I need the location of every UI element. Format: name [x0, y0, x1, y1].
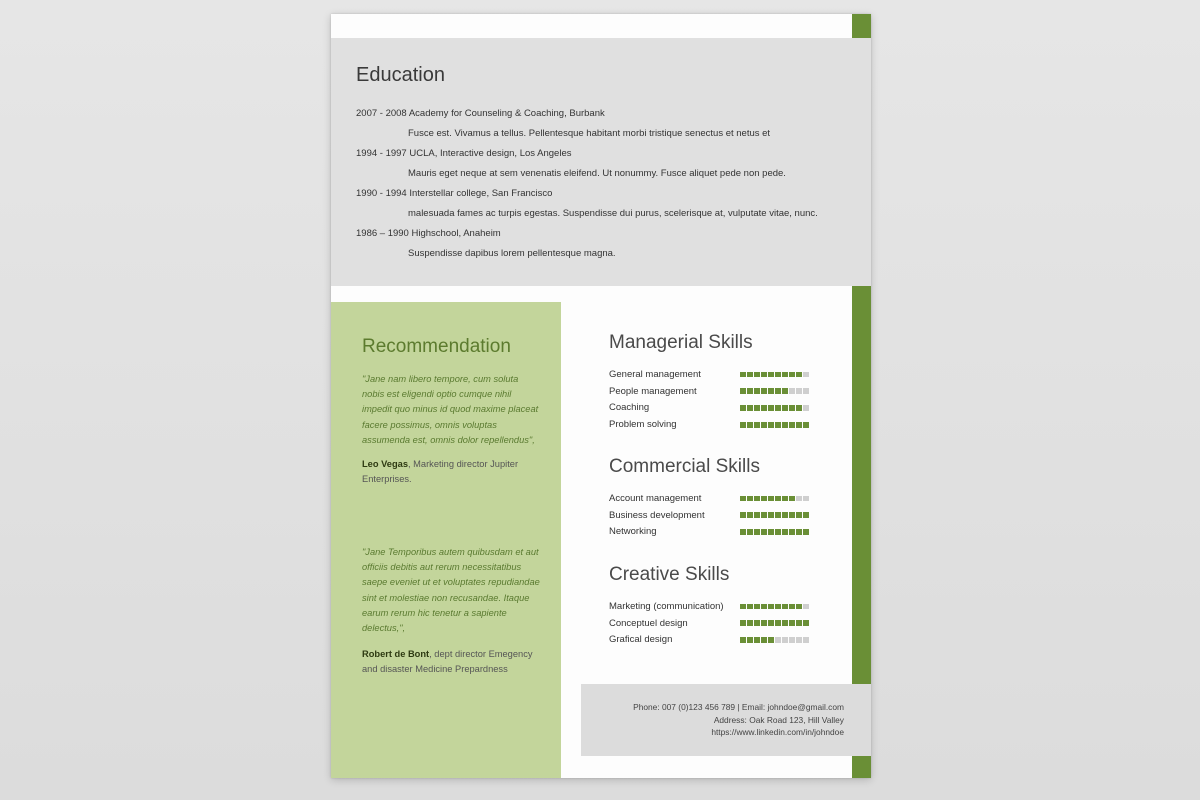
- education-description: Suspendisse dapibus lorem pellentesque magna.: [408, 248, 616, 259]
- skill-level-dot-filled: [754, 637, 760, 643]
- skill-level-dot-empty: [796, 388, 802, 394]
- skill-level-dot-filled: [768, 496, 774, 502]
- skills-title: Creative Skills: [609, 564, 730, 585]
- education-heading: 1994 - 1997 UCLA, Interactive design, Los Angeles: [356, 148, 572, 159]
- accent-bar-top: [852, 14, 871, 38]
- skill-row: [609, 598, 859, 615]
- skill-level-dot-filled: [768, 529, 774, 535]
- skills-list: [609, 490, 859, 540]
- contact-linkedin[interactable]: https://www.linkedin.com/in/johndoe: [711, 727, 844, 738]
- skill-level-dot-filled: [761, 372, 767, 378]
- skill-level-dot-filled: [761, 388, 767, 394]
- skill-level-meter: [740, 372, 809, 378]
- skill-level-meter: [740, 620, 809, 626]
- skill-level-dot-filled: [803, 529, 809, 535]
- skill-level-dot-filled: [775, 496, 781, 502]
- skill-level-dot-filled: [782, 388, 788, 394]
- skill-level-dot-filled: [768, 637, 774, 643]
- skill-level-dot-filled: [789, 372, 795, 378]
- author-name: Robert de Bont: [362, 649, 430, 659]
- author-role: , Marketing director Jupiter Enterprises.: [362, 459, 519, 485]
- author-name: Leo Vegas: [362, 459, 408, 469]
- skill-level-dot-filled: [775, 372, 781, 378]
- recommendation-title: Recommendation: [362, 336, 511, 357]
- skill-name: Networking: [609, 526, 657, 538]
- recommendation-author: [362, 647, 542, 677]
- skill-level-dot-filled: [740, 422, 746, 428]
- skill-level-dot-empty: [803, 604, 809, 610]
- skill-level-dot-filled: [775, 405, 781, 411]
- skill-level-dot-filled: [789, 422, 795, 428]
- skill-level-dot-empty: [803, 372, 809, 378]
- skill-level-dot-filled: [754, 604, 760, 610]
- skill-level-dot-filled: [782, 512, 788, 518]
- skill-level-dot-filled: [775, 388, 781, 394]
- skill-level-dot-filled: [740, 512, 746, 518]
- skill-level-dot-filled: [775, 620, 781, 626]
- skill-level-dot-filled: [761, 637, 767, 643]
- skill-row: [609, 490, 859, 507]
- skill-row: [609, 416, 859, 433]
- skill-level-dot-filled: [761, 529, 767, 535]
- skill-level-dot-filled: [740, 620, 746, 626]
- skill-level-dot-empty: [775, 637, 781, 643]
- skill-level-dot-filled: [768, 512, 774, 518]
- contact-box: [581, 684, 871, 756]
- skill-level-dot-filled: [803, 512, 809, 518]
- skill-level-dot-filled: [789, 496, 795, 502]
- education-title: Education: [356, 64, 445, 86]
- skill-level-dot-filled: [796, 512, 802, 518]
- skill-level-dot-filled: [775, 529, 781, 535]
- skill-level-dot-filled: [789, 512, 795, 518]
- skill-level-dot-filled: [754, 496, 760, 502]
- creative-skills-section: [609, 564, 859, 648]
- skill-name: Coaching: [609, 402, 650, 414]
- skill-level-dot-filled: [775, 422, 781, 428]
- skill-level-dot-filled: [747, 512, 753, 518]
- recommendation-quote: "Jane Temporibus autem quibusdam et aut officiis debitis aut rerum necessitatibus saepe eveniet ut et voluptates repudiandae sint et molestiae non recusandae. Itaque earum rerum hic tenetur a sapiente delectus,",: [362, 547, 540, 634]
- skill-level-dot-filled: [789, 604, 795, 610]
- skill-level-dot-filled: [754, 388, 760, 394]
- skill-level-dot-filled: [803, 422, 809, 428]
- skill-level-dot-filled: [796, 604, 802, 610]
- skill-name: General management: [609, 368, 701, 380]
- skill-level-dot-filled: [747, 388, 753, 394]
- skill-level-dot-filled: [761, 512, 767, 518]
- skill-level-dot-filled: [761, 405, 767, 411]
- education-heading: 2007 - 2008 Academy for Counseling & Coaching, Burbank: [356, 108, 605, 119]
- skill-level-dot-filled: [740, 604, 746, 610]
- skills-title: Commercial Skills: [609, 456, 760, 477]
- skills-title: Managerial Skills: [609, 332, 753, 353]
- skill-level-dot-filled: [761, 422, 767, 428]
- skill-level-dot-empty: [796, 637, 802, 643]
- managerial-skills-section: [609, 332, 859, 433]
- author-role: , dept director Emegency and disaster Medicine Prepardness: [362, 649, 533, 675]
- skill-level-dot-filled: [803, 620, 809, 626]
- skill-row: [609, 507, 859, 524]
- skill-level-dot-filled: [768, 372, 774, 378]
- education-description: Fusce est. Vivamus a tellus. Pellentesque habitant morbi tristique senectus et netus et: [408, 128, 771, 139]
- skill-level-dot-filled: [796, 372, 802, 378]
- skill-name: Marketing (communication): [609, 600, 724, 612]
- resume-page: [331, 14, 871, 778]
- commercial-skills-section: [609, 456, 859, 540]
- education-description: malesuada fames ac turpis egestas. Suspendisse dui purus, scelerisque at, vulputate vitae, nunc.: [408, 208, 818, 219]
- skill-level-dot-filled: [740, 405, 746, 411]
- skill-level-dot-filled: [789, 620, 795, 626]
- skill-level-dot-filled: [754, 372, 760, 378]
- skill-level-dot-filled: [796, 422, 802, 428]
- skill-level-dot-filled: [740, 529, 746, 535]
- skill-level-dot-filled: [754, 529, 760, 535]
- skill-level-dot-filled: [782, 529, 788, 535]
- education-heading: 1990 - 1994 Interstellar college, San Francisco: [356, 188, 553, 199]
- education-list: [356, 104, 856, 264]
- skill-level-dot-filled: [747, 637, 753, 643]
- skill-level-meter: [740, 637, 809, 643]
- skill-level-dot-filled: [782, 620, 788, 626]
- skill-level-dot-filled: [775, 512, 781, 518]
- skills-list: [609, 366, 859, 433]
- skill-level-dot-filled: [796, 405, 802, 411]
- skill-name: Business development: [609, 509, 705, 521]
- skill-level-dot-filled: [796, 529, 802, 535]
- skills-list: [609, 598, 859, 648]
- skill-level-dot-filled: [768, 604, 774, 610]
- skill-level-meter: [740, 388, 809, 394]
- skill-level-dot-filled: [747, 604, 753, 610]
- skill-level-dot-filled: [747, 422, 753, 428]
- skill-level-meter: [740, 496, 809, 502]
- skill-level-dot-filled: [768, 405, 774, 411]
- skill-level-dot-filled: [747, 529, 753, 535]
- skill-level-dot-filled: [747, 372, 753, 378]
- skill-level-dot-empty: [803, 637, 809, 643]
- skill-level-meter: [740, 512, 809, 518]
- skill-level-meter: [740, 422, 809, 428]
- skill-row: [609, 524, 859, 541]
- skill-row: [609, 615, 859, 632]
- skill-level-dot-filled: [754, 405, 760, 411]
- skill-name: People management: [609, 385, 697, 397]
- skill-level-dot-filled: [747, 405, 753, 411]
- skill-level-dot-filled: [740, 388, 746, 394]
- skill-level-meter: [740, 529, 809, 535]
- skill-level-meter: [740, 405, 809, 411]
- education-section: [331, 38, 871, 286]
- skill-level-dot-filled: [740, 637, 746, 643]
- skill-row: [609, 400, 859, 417]
- skill-level-dot-filled: [754, 422, 760, 428]
- skill-level-dot-filled: [761, 620, 767, 626]
- recommendation-author: [362, 457, 542, 487]
- skill-level-dot-filled: [775, 604, 781, 610]
- skill-level-dot-empty: [796, 496, 802, 502]
- skill-level-dot-empty: [803, 388, 809, 394]
- skill-row: [609, 366, 859, 383]
- skill-level-dot-empty: [803, 496, 809, 502]
- skill-level-dot-filled: [782, 422, 788, 428]
- skill-level-dot-filled: [754, 620, 760, 626]
- recommendation-quote: "Jane nam libero tempore, cum soluta nobis est eligendi optio cumque nihil impedit quo minus id quod maxime placeat facere possimus, omnis voluptas assumenda est, omnis dolor repellendus",: [362, 374, 539, 445]
- skill-level-dot-empty: [789, 637, 795, 643]
- skill-level-dot-filled: [761, 496, 767, 502]
- skill-level-dot-filled: [796, 620, 802, 626]
- skill-name: Conceptuel design: [609, 617, 688, 629]
- skill-level-dot-filled: [768, 422, 774, 428]
- skill-level-dot-filled: [761, 604, 767, 610]
- skill-level-dot-filled: [782, 372, 788, 378]
- skill-level-dot-filled: [768, 620, 774, 626]
- skill-level-meter: [740, 604, 809, 610]
- skill-row: [609, 383, 859, 400]
- education-description: Mauris eget neque at sem venenatis eleifend. Ut nonummy. Fusce aliquet pede non pede.: [408, 168, 786, 179]
- contact-phone-email: Phone: 007 (0)123 456 789 | Email: johndoe@gmail.com: [633, 702, 844, 713]
- skill-level-dot-filled: [789, 405, 795, 411]
- contact-address: Address: Oak Road 123, Hill Valley: [713, 714, 844, 725]
- skill-level-dot-filled: [740, 496, 746, 502]
- education-heading: 1986 – 1990 Highschool, Anaheim: [356, 228, 501, 239]
- skill-level-dot-filled: [747, 496, 753, 502]
- skill-level-dot-filled: [782, 496, 788, 502]
- skill-level-dot-filled: [768, 388, 774, 394]
- skill-level-dot-empty: [782, 637, 788, 643]
- skill-name: Grafical design: [609, 634, 673, 646]
- skill-level-dot-filled: [789, 529, 795, 535]
- skill-level-dot-empty: [789, 388, 795, 394]
- skill-level-dot-filled: [754, 512, 760, 518]
- recommendation-section: [331, 302, 561, 778]
- skill-level-dot-filled: [782, 604, 788, 610]
- skill-name: Problem solving: [609, 419, 677, 431]
- skill-level-dot-filled: [782, 405, 788, 411]
- skill-row: [609, 632, 859, 649]
- skill-level-dot-filled: [740, 372, 746, 378]
- skill-name: Account management: [609, 492, 702, 504]
- skill-level-dot-empty: [803, 405, 809, 411]
- skill-level-dot-filled: [747, 620, 753, 626]
